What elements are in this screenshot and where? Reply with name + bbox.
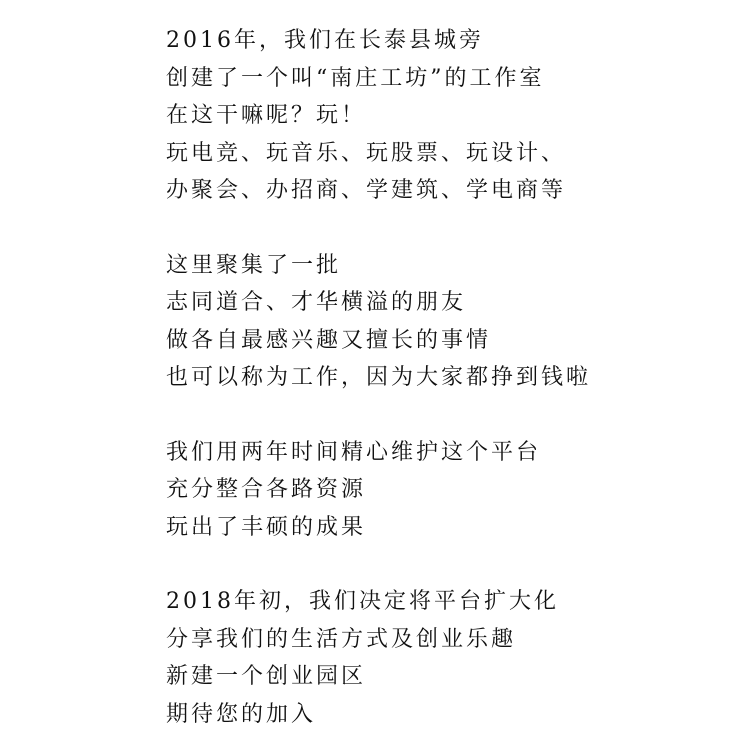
text-line: 这里聚集了一批 — [166, 252, 342, 278]
text-line: 2018年初，我们决定将平台扩大化 — [166, 589, 559, 614]
text-line: 分享我们的生活方式及创业乐趣 — [166, 626, 517, 652]
text-line: 办聚会、办招商、学建筑、学电商等 — [166, 178, 567, 203]
text-line: 2016年，我们在长泰县城旁 — [166, 28, 484, 53]
text-line: 充分整合各路资源 — [166, 477, 367, 502]
text-line: 我们用两年时间精心维护这个平台 — [166, 439, 542, 465]
poem-text — [166, 22, 726, 733]
text-line: 玩电竞、玩音乐、玩股票、玩设计、 — [166, 140, 567, 166]
text-line: 也可以称为工作，因为大家都挣到钱啦 — [166, 365, 592, 390]
text-line: 志同道合、才华横溢的朋友 — [166, 290, 467, 315]
stanza-3 — [166, 434, 726, 547]
text-line: 做各自最感兴趣又擅长的事情 — [166, 327, 492, 353]
text-line: 期待您的加入 — [166, 701, 317, 727]
text-line: 玩出了丰硕的成果 — [166, 514, 367, 540]
text-line: 在这干嘛呢？玩！ — [166, 103, 367, 128]
stanza-1 — [166, 22, 726, 210]
stanza-4 — [166, 583, 726, 733]
text-line: 创建了一个叫“南庄工坊”的工作室 — [166, 65, 545, 91]
stanza-2 — [166, 247, 726, 397]
text-line: 新建一个创业园区 — [166, 664, 367, 689]
